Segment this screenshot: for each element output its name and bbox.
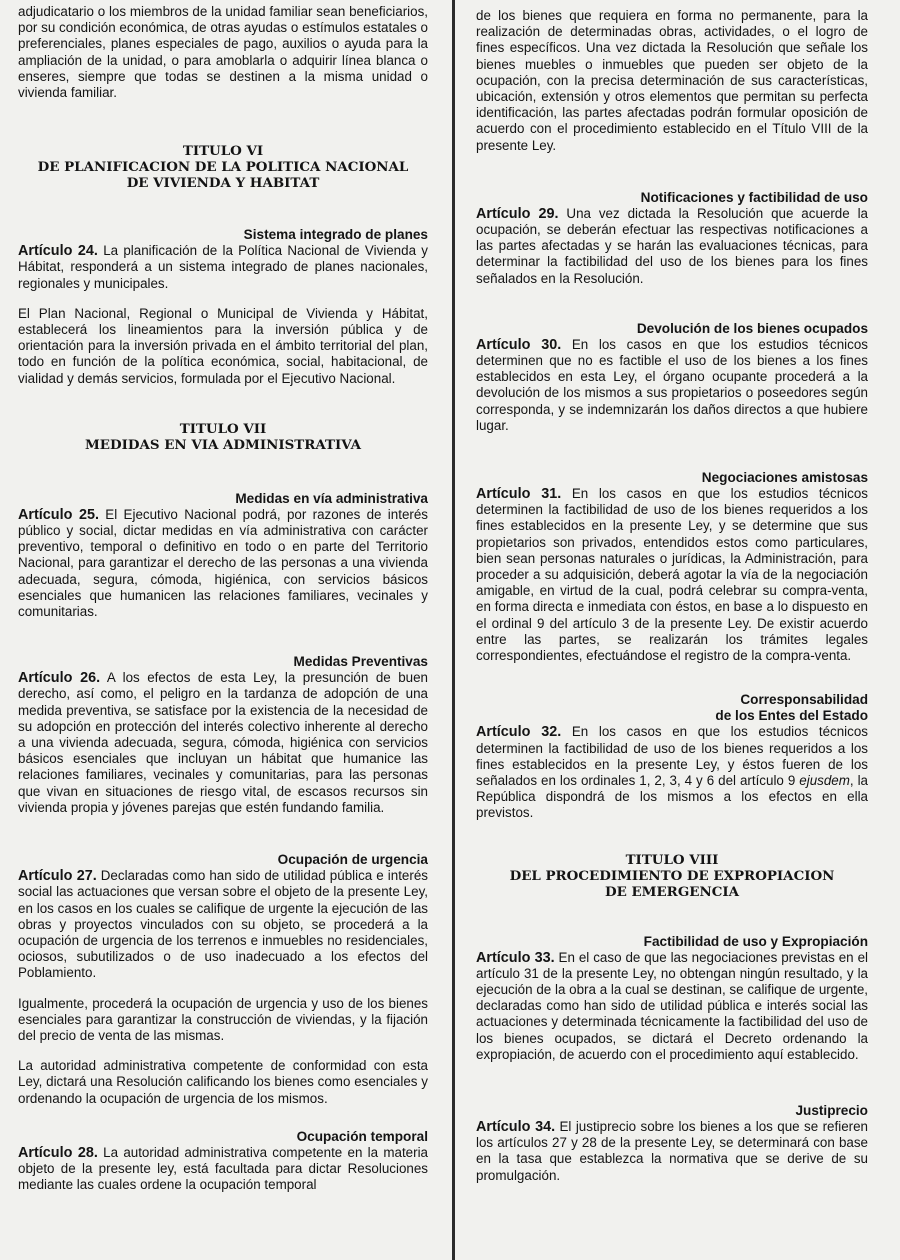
heading-entes-del-estado: de los Entes del Estado xyxy=(715,708,868,724)
heading-devolucion: Devolución de los bienes ocupados xyxy=(636,320,868,336)
heading-ocupacion-urgencia: Ocupación de urgencia xyxy=(277,852,428,868)
article-32-text-a: En los casos en que los estudios técnicos determinen la factibilidad de uso de los bienes requeridos a los fines establecidos en la presente Ley, y éstos fueren de los señalados en los ordinales 1, 2, 3, 4 y 6 del artículo 9 xyxy=(476,724,868,788)
heading-justiprecio: Justiprecio xyxy=(795,1102,868,1118)
title-vi-line2: DE PLANIFICACION DE LA POLITICA NACIONAL xyxy=(37,159,409,176)
article-26-label: Artículo 26. xyxy=(18,670,101,687)
article-25 xyxy=(18,507,428,620)
article-32 xyxy=(476,724,868,821)
article-25-text: El Ejecutivo Nacional podrá, por razones de interés público y social, dictar medidas en vía administrativa con carácter preventivo, temporal o definitivo en todo o en parte del Territorio Nacional, para garantizar el derecho de las personas a una vivienda adecuada, segura, cómoda, higiénica, con servicios básicos esenciales que humanicen las relaciones familiares, vecinales y comunitarias. xyxy=(18,506,429,620)
article-30-text: En los casos en que los estudios técnicos determinen que no es factible el uso de los bienes a los fines establecidos en esta Ley, el órgano ocupante procederá a la devolución de los mismos a sus propietarios o poseedores según corresponda, y se indemnizarán los daños directos a que hubiere lugar. xyxy=(476,336,868,433)
article-29 xyxy=(476,206,868,287)
article-24 xyxy=(18,243,428,292)
heading-corresponsabilidad: Corresponsabilidad xyxy=(740,692,868,708)
article-26 xyxy=(18,670,428,816)
heading-notificaciones: Notificaciones y factibilidad de uso xyxy=(640,189,868,205)
article-27 xyxy=(18,868,428,981)
article-29-label: Artículo 29. xyxy=(476,205,559,222)
title-vi-number: TITULO VI xyxy=(182,143,264,160)
title-viii xyxy=(476,852,868,900)
article-32-text-b: , la República dispondrá de los mismos a los efectos en ella previstos. xyxy=(476,772,868,821)
title-vii-number: TITULO VII xyxy=(179,420,267,437)
title-vi-line3: DE VIVIENDA Y HABITAT xyxy=(126,175,320,192)
article-34-text: El justiprecio sobre los bienes a los que se refieren los artículos 27 y 28 de la presente Ley, se determinará con base en la tasa que establezca la normativa que se derive de su promulgación. xyxy=(476,1118,868,1183)
heading-medidas-preventivas: Medidas Preventivas xyxy=(293,654,428,670)
intro-paragraph: adjudicatario o los miembros de la unidad familiar sean beneficiarios, por su condición económica, de otras ayudas o estímulos estatales o preferenciales, planes especiales de pago, auxilios o ayuda para la ampliación de la unidad, o para amoblarla o adquirir línea blanca o enseres, siempre que todas se destinen a la misma unidad o vivienda familiar. xyxy=(18,4,428,101)
article-30 xyxy=(476,337,868,434)
article-27-paragraph-3: La autoridad administrativa competente de conformidad con esta Ley, dictará una Resolución calificando los bienes como esenciales y ordenando la ocupación de urgencia de los mismos. xyxy=(18,1058,428,1106)
heading-ocupacion-temporal: Ocupación temporal xyxy=(296,1128,428,1144)
article-28-continuation: de los bienes que requiera en forma no permanente, para la realización de determinadas obras, actividades, o el logro de fines específicos. Una vez dictada la Resolución que señale los bienes muebles o inmuebles que pueden ser objeto de la ocupación, con la precisa determinación de sus características, ubicación, extensión y otros elementos que permitan su perfecta identificación, las partes afectadas podrán formular oposición de acuerdo con el procedimiento establecido en el Título VIII de la presente Ley. xyxy=(476,8,868,153)
left-column xyxy=(18,0,428,1193)
article-28-label: Artículo 28. xyxy=(18,1144,98,1161)
heading-factibilidad-expropiacion: Factibilidad de uso y Expropiación xyxy=(643,933,868,949)
article-34-label: Artículo 34. xyxy=(476,1118,556,1135)
title-vii xyxy=(18,421,428,453)
article-26-text: A los efectos de esta Ley, la presunción de buen derecho, así como, el peligro en la tardanza de adopción de una medida preventiva, se satisface por la existencia de la necesidad de su adopción en protección del interés colectivo inherente al derecho a una vivienda adecuada, segura, cómoda, higiénica con servicios básicos esenciales que incluyan un hábitat que humanice las relaciones familiares, vecinales y comunitarias, para las personas que vivan en situaciones de riesgo vital, de escasos recursos sin vivienda propia y jóvenes parejas que estén fundando familia. xyxy=(18,670,428,815)
article-30-label: Artículo 30. xyxy=(476,336,562,353)
article-32-ejusdem: ejusdem xyxy=(799,772,850,788)
article-31 xyxy=(476,486,868,664)
title-viii-number: TITULO VIII xyxy=(625,851,719,868)
article-31-text: En los casos en que los estudios técnicos determinen la factibilidad de uso de los bienes requeridos a los fines establecidos en la presente Ley, y se determine que sus propietarios son privados, entendidos estos como particulares, bien sean personas naturales o jurídicas, la Administración, para proceder a su adquisición, deberá agotar la vía de la negociación amigable, en virtud de la cual, podrá celebrar su compra-venta, en forma directa e inmediata con éstos, en base a lo dispuesto en el ordinal 9 del artículo 3 de la presente Ley. De existir acuerdo entre las partes, se realizarán los trámites legales correspondientes, efectuándose el registro de la compra-venta. xyxy=(476,486,868,664)
article-28 xyxy=(18,1145,428,1194)
title-vii-line2: MEDIDAS EN VIA ADMINISTRATIVA xyxy=(84,436,362,453)
article-27-text: Declaradas como han sido de utilidad pública e interés social las actuaciones que versan sobre el objeto de la presente Ley, en los casos en los cuales se califique de urgente la ejecución de las obras y proyectos vinculados con su objeto, se procederá a la ocupación de urgencia de los terrenos e inmuebles no residenciales, ociosos, subutilizados o de uso inadecuado a los efectos del Poblamiento. xyxy=(18,868,428,981)
article-27-paragraph-2: Igualmente, procederá la ocupación de urgencia y uso de los bienes esenciales para garantizar la construcción de viviendas, y la fijación del precio de venta de las mismas. xyxy=(18,995,428,1043)
article-33-label: Artículo 33. xyxy=(476,949,555,966)
article-27-label: Artículo 27. xyxy=(18,868,97,885)
title-viii-line3: DE EMERGENCIA xyxy=(604,883,740,900)
article-32-label: Artículo 32. xyxy=(476,724,562,741)
article-31-label: Artículo 31. xyxy=(476,486,562,503)
article-33-text: En el caso de que las negociaciones previstas en el artículo 31 de la presente Ley, no obtengan ningún resultado, y la ejecución de la obra a la cual se destinan, se califique de urgente, declaradas como han sido de utilidad pública e interés social las actuaciones y determinada técnicamente la factibilidad del uso de los bienes ocupados, se dictará el Decreto ordenando la expropiación, de acuerdo con el procedimiento aquí establecido. xyxy=(476,949,868,1062)
article-34 xyxy=(476,1119,868,1184)
article-24-label: Artículo 24. xyxy=(18,243,98,260)
title-viii-line2: DEL PROCEDIMIENTO DE EXPROPIACION xyxy=(509,867,835,884)
article-29-text: Una vez dictada la Resolución que acuerde la ocupación, se deberán efectuar las respectivas notificaciones a las partes afectadas y se harán las evaluaciones técnicas, para determinar la factibilidad del uso de los bienes para los fines señalados en la Resolución. xyxy=(476,205,868,286)
article-33 xyxy=(476,950,868,1063)
heading-medidas-via-administrativa: Medidas en vía administrativa xyxy=(235,490,428,506)
heading-negociaciones-amistosas: Negociaciones amistosas xyxy=(701,470,868,486)
heading-sistema-integrado: Sistema integrado de planes xyxy=(243,227,428,243)
right-column xyxy=(476,0,868,1184)
title-vi xyxy=(18,143,428,191)
article-28-text: La autoridad administrativa competente en la materia objeto de la presente ley, está facultada para dictar Resoluciones mediante las cuales ordene la ocupación temporal xyxy=(18,1144,428,1193)
article-25-label: Artículo 25. xyxy=(18,506,99,523)
article-24-paragraph-2: El Plan Nacional, Regional o Municipal de Vivienda y Hábitat, establecerá los lineamientos para la inversión pública y de orientación para la inversión privada en el ámbito territorial del plan, todo en función de la política económica, social, habitacional, de vialidad y demás servicios, formulada por el Ejecutivo Nacional. xyxy=(18,305,428,386)
column-divider xyxy=(452,0,455,1260)
article-24-text: La planificación de la Política Nacional de Vivienda y Hábitat, responderá a un sistema integrado de planes nacionales, regionales y municipales. xyxy=(18,243,428,291)
